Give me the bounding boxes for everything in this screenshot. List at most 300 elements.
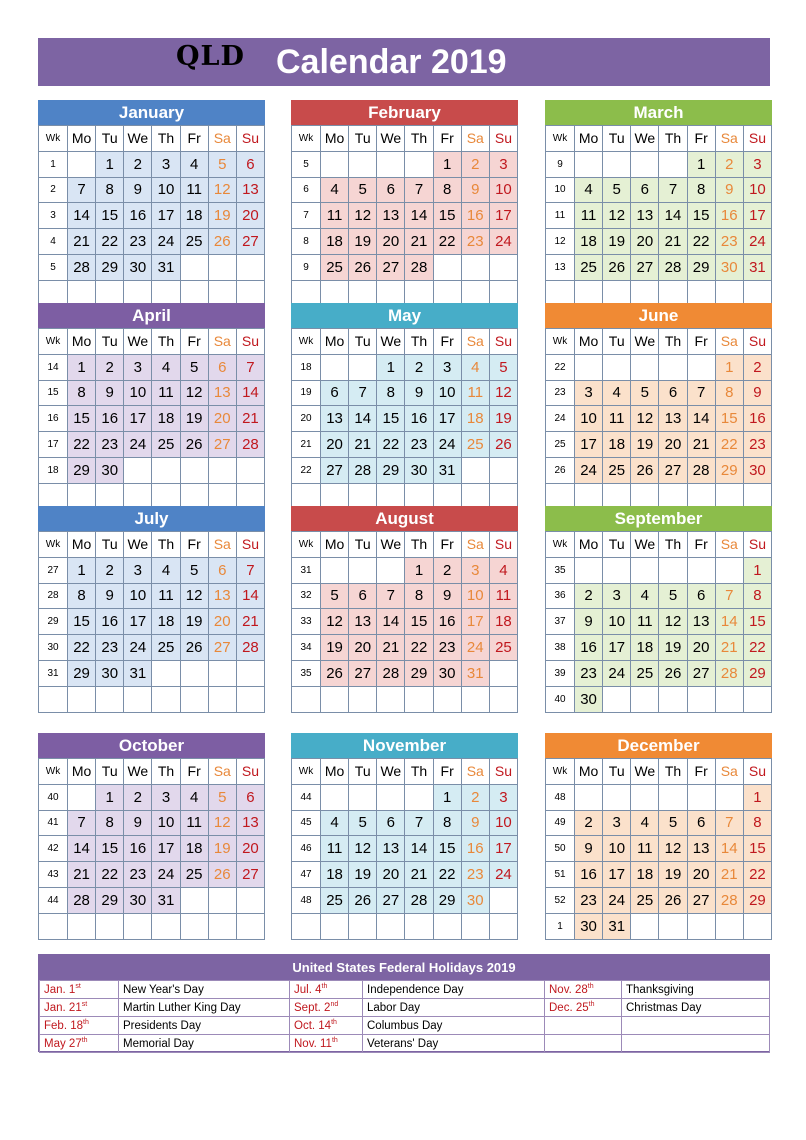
week-number-header: Wk (546, 329, 575, 355)
day-cell: 3 (124, 557, 152, 583)
day-cell: 30 (433, 660, 461, 686)
day-cell: 21 (68, 862, 96, 888)
empty-cell (349, 913, 377, 939)
holiday-date-suffix: st (75, 982, 81, 990)
week-number: 18 (39, 457, 68, 483)
day-cell: 11 (489, 583, 517, 609)
day-cell: 3 (743, 151, 771, 177)
week-row (546, 151, 772, 177)
empty-cell (349, 557, 377, 583)
day-cell: 25 (180, 862, 208, 888)
month-title: March (545, 100, 772, 125)
month-december (545, 733, 772, 935)
weekday-header: Sa (461, 126, 489, 152)
day-cell: 19 (489, 406, 517, 432)
weekday-header: Su (743, 532, 771, 558)
week-row (292, 836, 518, 862)
empty-cell (180, 887, 208, 913)
holiday-name (622, 1017, 770, 1035)
weekday-header: Th (659, 532, 687, 558)
weekday-header: Su (236, 759, 264, 785)
weekday-header: Sa (715, 532, 743, 558)
month-title: April (38, 303, 265, 328)
day-cell: 29 (433, 887, 461, 913)
week-row (39, 913, 265, 939)
day-cell: 29 (68, 457, 96, 483)
day-cell: 13 (208, 380, 236, 406)
day-cell: 16 (743, 406, 771, 432)
empty-cell (659, 151, 687, 177)
week-row (546, 810, 772, 836)
weekday-header: Sa (208, 759, 236, 785)
week-number: 40 (546, 686, 575, 712)
week-number: 41 (39, 810, 68, 836)
day-cell: 8 (96, 810, 124, 836)
day-cell: 6 (208, 354, 236, 380)
day-cell: 18 (489, 609, 517, 635)
day-cell: 26 (489, 432, 517, 458)
day-cell: 26 (321, 660, 349, 686)
day-cell: 18 (321, 862, 349, 888)
week-number: 38 (546, 635, 575, 661)
holidays-table (39, 980, 770, 1053)
week-number-header: Wk (39, 759, 68, 785)
day-cell: 2 (461, 784, 489, 810)
empty-cell (631, 354, 659, 380)
day-cell: 3 (603, 583, 631, 609)
empty-cell (461, 254, 489, 280)
month-may (291, 303, 518, 483)
day-cell: 24 (489, 862, 517, 888)
day-cell: 27 (659, 457, 687, 483)
holiday-date (290, 981, 363, 999)
week-number-header: Wk (39, 329, 68, 355)
empty-cell (96, 913, 124, 939)
weekday-header: Fr (433, 329, 461, 355)
day-cell: 15 (433, 836, 461, 862)
month-grid (545, 758, 772, 940)
day-cell: 4 (321, 177, 349, 203)
week-row (39, 583, 265, 609)
month-june (545, 303, 772, 483)
week-row (39, 557, 265, 583)
holiday-name: Columbus Day (363, 1017, 545, 1035)
weekday-header: Tu (349, 532, 377, 558)
week-row (546, 862, 772, 888)
week-row (292, 887, 518, 913)
holiday-date-suffix: st (81, 1000, 88, 1008)
day-cell: 7 (349, 380, 377, 406)
day-cell: 18 (575, 229, 603, 255)
day-cell: 22 (68, 635, 96, 661)
day-cell: 26 (208, 229, 236, 255)
day-cell: 27 (236, 862, 264, 888)
day-cell: 9 (575, 836, 603, 862)
weekday-header: Mo (68, 759, 96, 785)
day-cell: 26 (180, 432, 208, 458)
weekday-header: Sa (715, 759, 743, 785)
day-cell: 10 (603, 836, 631, 862)
day-cell: 14 (377, 609, 405, 635)
day-cell: 5 (603, 177, 631, 203)
month-title: November (291, 733, 518, 758)
weekday-header-row (292, 532, 518, 558)
week-number: 13 (546, 254, 575, 280)
day-cell: 9 (124, 810, 152, 836)
week-number: 8 (292, 229, 321, 255)
week-row (39, 229, 265, 255)
holiday-row (40, 981, 770, 999)
empty-cell (208, 660, 236, 686)
week-row (546, 583, 772, 609)
holiday-name: New Year's Day (119, 981, 290, 999)
weekday-header: Su (489, 532, 517, 558)
empty-cell (489, 686, 517, 712)
holidays-title: United States Federal Holidays 2019 (39, 955, 769, 980)
holiday-date (40, 1017, 119, 1035)
day-cell: 24 (461, 635, 489, 661)
day-cell: 26 (349, 254, 377, 280)
day-cell: 7 (405, 810, 433, 836)
week-number-header: Wk (39, 126, 68, 152)
day-cell: 14 (236, 583, 264, 609)
weekday-header: Mo (321, 126, 349, 152)
empty-cell (377, 784, 405, 810)
day-cell: 4 (489, 557, 517, 583)
week-row (292, 380, 518, 406)
day-cell: 20 (631, 229, 659, 255)
empty-cell (377, 686, 405, 712)
empty-cell (631, 151, 659, 177)
holiday-date-text: Oct. 14 (294, 1019, 332, 1032)
month-grid (38, 758, 265, 940)
week-number: 32 (292, 583, 321, 609)
day-cell: 12 (659, 836, 687, 862)
week-row (39, 406, 265, 432)
week-number: 1 (39, 151, 68, 177)
empty-cell (68, 151, 96, 177)
day-cell: 15 (96, 203, 124, 229)
week-number: 34 (292, 635, 321, 661)
week-number: 42 (39, 836, 68, 862)
day-cell: 17 (461, 609, 489, 635)
day-cell: 8 (433, 810, 461, 836)
weekday-header: Mo (575, 329, 603, 355)
day-cell: 10 (152, 177, 180, 203)
weekday-header: Su (489, 329, 517, 355)
week-number: 49 (546, 810, 575, 836)
day-cell: 20 (321, 432, 349, 458)
day-cell: 23 (715, 229, 743, 255)
day-cell: 26 (659, 887, 687, 913)
day-cell: 20 (659, 432, 687, 458)
weekday-header: Su (236, 329, 264, 355)
weekday-header: Su (489, 126, 517, 152)
week-number: 22 (546, 354, 575, 380)
empty-cell (321, 557, 349, 583)
week-number: 17 (39, 432, 68, 458)
day-cell: 20 (236, 836, 264, 862)
weekday-header: Tu (349, 759, 377, 785)
day-cell: 13 (321, 406, 349, 432)
holiday-name: Martin Luther King Day (119, 999, 290, 1017)
month-title: May (291, 303, 518, 328)
day-cell: 11 (575, 203, 603, 229)
day-cell: 13 (377, 836, 405, 862)
empty-cell (321, 354, 349, 380)
weekday-header: Fr (180, 759, 208, 785)
weekday-header: Sa (715, 126, 743, 152)
day-cell: 24 (743, 229, 771, 255)
week-number: 25 (546, 432, 575, 458)
empty-cell (631, 913, 659, 939)
day-cell: 22 (433, 862, 461, 888)
day-cell: 16 (461, 836, 489, 862)
empty-cell (321, 784, 349, 810)
empty-cell (321, 151, 349, 177)
day-cell: 28 (68, 254, 96, 280)
week-row (39, 354, 265, 380)
week-row (546, 177, 772, 203)
day-cell: 30 (96, 660, 124, 686)
day-cell: 27 (208, 432, 236, 458)
day-cell: 25 (489, 635, 517, 661)
week-number: 1 (546, 913, 575, 939)
empty-cell (68, 686, 96, 712)
day-cell: 9 (461, 810, 489, 836)
week-row (39, 432, 265, 458)
day-cell: 14 (68, 203, 96, 229)
day-cell: 23 (405, 432, 433, 458)
week-number: 18 (292, 354, 321, 380)
day-cell: 11 (180, 810, 208, 836)
weekday-header-row (546, 329, 772, 355)
week-number: 37 (546, 609, 575, 635)
week-number-header: Wk (546, 126, 575, 152)
day-cell: 22 (715, 432, 743, 458)
week-number-header: Wk (39, 532, 68, 558)
day-cell: 4 (152, 557, 180, 583)
day-cell: 30 (96, 457, 124, 483)
weekday-header: We (631, 532, 659, 558)
day-cell: 26 (603, 254, 631, 280)
day-cell: 18 (180, 836, 208, 862)
day-cell: 22 (743, 635, 771, 661)
weekday-header: Tu (603, 759, 631, 785)
week-row (292, 203, 518, 229)
day-cell: 30 (575, 913, 603, 939)
day-cell: 9 (575, 609, 603, 635)
day-cell: 9 (124, 177, 152, 203)
weekday-header: Fr (180, 532, 208, 558)
day-cell: 13 (236, 177, 264, 203)
week-number: 45 (292, 810, 321, 836)
weekday-header: Th (405, 126, 433, 152)
month-february (291, 100, 518, 280)
empty-cell (603, 557, 631, 583)
day-cell: 23 (743, 432, 771, 458)
week-row (546, 457, 772, 483)
week-number: 24 (546, 406, 575, 432)
week-row (546, 229, 772, 255)
holiday-date-suffix: th (81, 1036, 88, 1044)
week-number: 11 (546, 203, 575, 229)
day-cell: 11 (180, 177, 208, 203)
weekday-header: Th (405, 759, 433, 785)
weekday-header: Su (743, 126, 771, 152)
day-cell: 21 (687, 432, 715, 458)
holiday-name (622, 1035, 770, 1053)
day-cell: 21 (377, 635, 405, 661)
day-cell: 4 (152, 354, 180, 380)
week-row (39, 810, 265, 836)
empty-cell (715, 784, 743, 810)
empty-cell (208, 254, 236, 280)
day-cell: 16 (124, 836, 152, 862)
day-cell: 27 (687, 660, 715, 686)
day-cell: 7 (687, 380, 715, 406)
day-cell: 11 (321, 203, 349, 229)
week-row (546, 557, 772, 583)
day-cell: 4 (603, 380, 631, 406)
weekday-header-row (546, 532, 772, 558)
empty-cell (743, 686, 771, 712)
weekday-header: Mo (68, 532, 96, 558)
empty-cell (68, 784, 96, 810)
empty-cell (687, 784, 715, 810)
holiday-date-text: Nov. 28 (549, 983, 588, 996)
weekday-header-row (292, 126, 518, 152)
day-cell: 29 (96, 254, 124, 280)
holiday-date (290, 1017, 363, 1035)
day-cell: 7 (659, 177, 687, 203)
empty-cell (321, 913, 349, 939)
weekday-header: Fr (687, 759, 715, 785)
weekday-header-row (546, 759, 772, 785)
week-number: 44 (39, 887, 68, 913)
month-grid (545, 531, 772, 713)
holiday-date-text: Jan. 21 (44, 1001, 82, 1014)
empty-cell (180, 254, 208, 280)
day-cell: 11 (631, 836, 659, 862)
day-cell: 8 (687, 177, 715, 203)
week-row (546, 380, 772, 406)
day-cell: 18 (321, 229, 349, 255)
day-cell: 2 (433, 557, 461, 583)
day-cell: 5 (349, 810, 377, 836)
weekday-header: Sa (208, 126, 236, 152)
day-cell: 6 (687, 583, 715, 609)
day-cell: 6 (349, 583, 377, 609)
week-number: 28 (39, 583, 68, 609)
day-cell: 15 (743, 836, 771, 862)
empty-cell (715, 686, 743, 712)
day-cell: 2 (743, 354, 771, 380)
day-cell: 1 (96, 784, 124, 810)
day-cell: 16 (96, 406, 124, 432)
empty-cell (659, 557, 687, 583)
week-number: 5 (39, 254, 68, 280)
day-cell: 27 (687, 887, 715, 913)
day-cell: 28 (687, 457, 715, 483)
day-cell: 30 (715, 254, 743, 280)
day-cell: 26 (631, 457, 659, 483)
day-cell: 29 (687, 254, 715, 280)
day-cell: 25 (152, 432, 180, 458)
day-cell: 11 (152, 583, 180, 609)
month-title: September (545, 506, 772, 531)
month-title: June (545, 303, 772, 328)
day-cell: 21 (715, 862, 743, 888)
weekday-header-row (292, 329, 518, 355)
day-cell: 10 (603, 609, 631, 635)
day-cell: 22 (96, 229, 124, 255)
holiday-date (545, 1017, 622, 1035)
empty-cell (349, 354, 377, 380)
day-cell: 4 (180, 784, 208, 810)
day-cell: 8 (405, 583, 433, 609)
day-cell: 28 (377, 660, 405, 686)
empty-cell (124, 913, 152, 939)
empty-cell (659, 913, 687, 939)
empty-cell (405, 913, 433, 939)
day-cell: 29 (377, 457, 405, 483)
weekday-header: Mo (68, 126, 96, 152)
day-cell: 31 (461, 660, 489, 686)
weekday-header: Mo (575, 532, 603, 558)
holidays-panel (38, 954, 770, 1052)
week-number: 21 (292, 432, 321, 458)
holiday-date-text: May 27 (44, 1037, 82, 1050)
week-row (292, 609, 518, 635)
month-grid (291, 758, 518, 940)
day-cell: 16 (715, 203, 743, 229)
month-grid (38, 531, 265, 713)
empty-cell (489, 457, 517, 483)
day-cell: 15 (687, 203, 715, 229)
week-row (292, 229, 518, 255)
month-title: July (38, 506, 265, 531)
day-cell: 1 (687, 151, 715, 177)
weekday-header: Th (152, 126, 180, 152)
weekday-header: Su (236, 126, 264, 152)
empty-cell (236, 887, 264, 913)
day-cell: 1 (433, 151, 461, 177)
week-number: 3 (39, 203, 68, 229)
empty-cell (208, 686, 236, 712)
day-cell: 1 (377, 354, 405, 380)
week-number (39, 913, 68, 939)
week-number: 35 (292, 660, 321, 686)
holiday-date-text: Dec. 25 (549, 1001, 589, 1014)
empty-cell (603, 686, 631, 712)
day-cell: 31 (603, 913, 631, 939)
month-grid (291, 531, 518, 713)
empty-cell (461, 457, 489, 483)
day-cell: 27 (208, 635, 236, 661)
weekday-header-row (39, 759, 265, 785)
day-cell: 3 (433, 354, 461, 380)
empty-cell (659, 784, 687, 810)
weekday-header: Th (405, 532, 433, 558)
day-cell: 31 (152, 254, 180, 280)
week-row (292, 784, 518, 810)
day-cell: 8 (433, 177, 461, 203)
day-cell: 12 (180, 583, 208, 609)
day-cell: 20 (377, 229, 405, 255)
holiday-date-text: Sept. 2 (294, 1001, 331, 1014)
day-cell: 2 (124, 151, 152, 177)
